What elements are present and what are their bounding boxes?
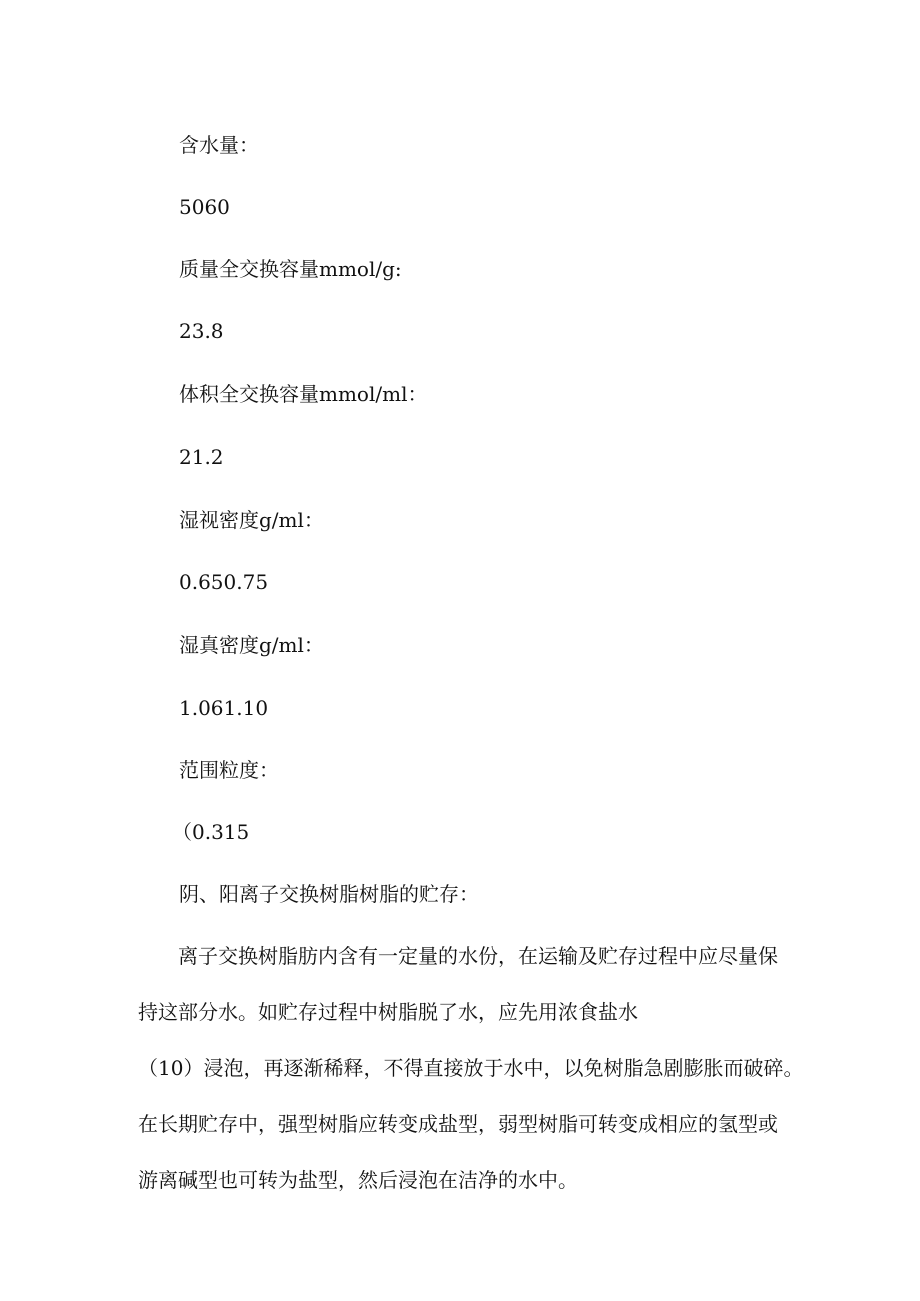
label-wet-true-density: 湿真密度g/ml：	[179, 633, 324, 657]
value-particle-size-range: （0.315	[172, 820, 250, 844]
paragraph-line: 在长期贮存中，强型树脂应转变成盐型，弱型树脂可转变成相应的氢型或	[138, 1112, 778, 1136]
label-volume-exchange-capacity: 体积全交换容量mmol/ml：	[179, 382, 428, 406]
paragraph-line: （10）浸泡，再逐渐稀释，不得直接放于水中，以免树脂急剧膨胀而破碎。	[138, 1056, 804, 1080]
label-wet-apparent-density: 湿视密度g/ml：	[179, 508, 324, 532]
value-water-content: 5060	[179, 195, 230, 219]
storage-paragraph	[138, 928, 804, 1208]
section-heading-storage: 阴、阳离子交换树脂树脂的贮存：	[179, 882, 479, 906]
value-volume-exchange-capacity: 21.2	[179, 445, 224, 469]
label-water-content: 含水量：	[179, 133, 259, 157]
paragraph-line: 游离碱型也可转为盐型，然后浸泡在洁净的水中。	[138, 1168, 578, 1192]
label-particle-size-range: 范围粒度：	[179, 758, 279, 782]
value-mass-exchange-capacity: 23.8	[179, 319, 224, 343]
paragraph-line: 离子交换树脂肪内含有一定量的水份，在运输及贮存过程中应尽量保	[138, 944, 778, 968]
paragraph-line: 持这部分水。如贮存过程中树脂脱了水，应先用浓食盐水	[138, 1000, 638, 1024]
value-wet-apparent-density: 0.650.75	[179, 570, 269, 594]
value-wet-true-density: 1.061.10	[179, 696, 269, 720]
label-mass-exchange-capacity: 质量全交换容量mmol/g:	[179, 257, 402, 281]
